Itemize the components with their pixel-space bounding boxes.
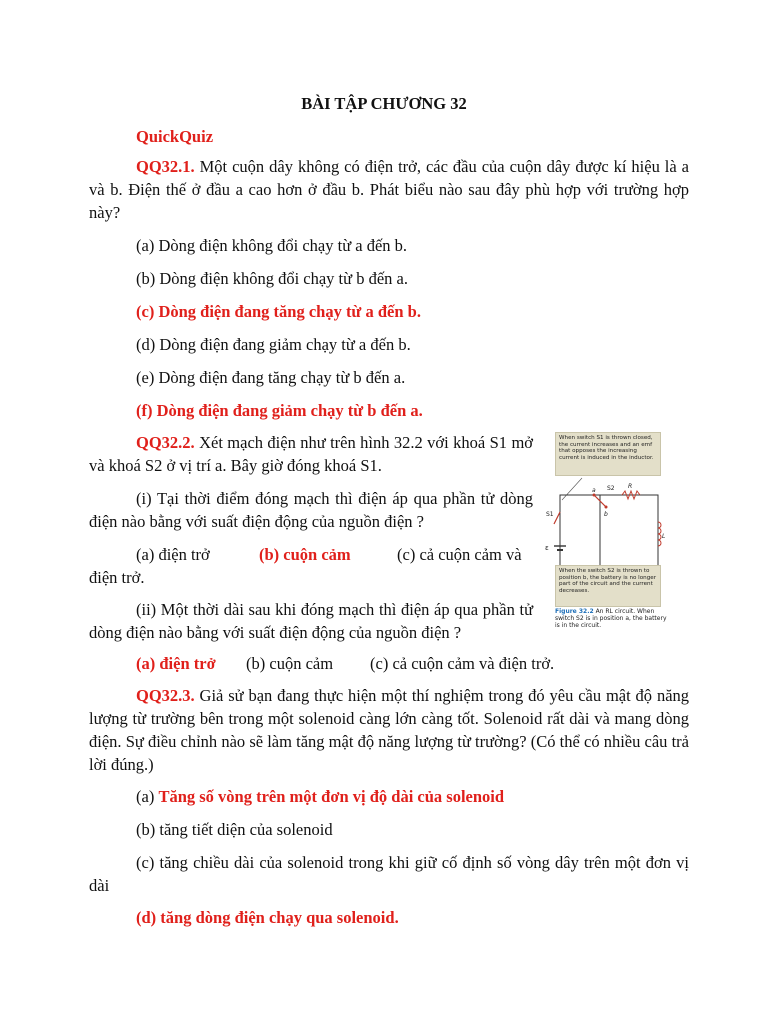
q2-label: QQ32.2. (136, 433, 195, 452)
figure-callout-top: When switch S1 is thrown closed, the current increases and an emf that opposes the increasing current is induced in the inductor. (555, 432, 661, 476)
q3-option-a-prefix: (a) (136, 787, 159, 806)
q2-part1-option-c: (c) cả cuộn cảm và (397, 545, 522, 564)
label-a: a (592, 487, 596, 494)
q1-text-first: Một cuộn dây không có điện trở, các đầu của cuộn dây được kí (194, 157, 627, 176)
page-title: BÀI TẬP CHƯƠNG 32 (301, 94, 467, 113)
q3-text-first: Giả sử bạn đang thực hiện một thí nghiệm trong đó yêu cầu mật độ (194, 686, 653, 705)
q2-text-first: Xét mạch điện như trên hình 32.2 với khoá S1 (194, 433, 508, 452)
q3-option-b: (b) tăng tiết diện của solenoid (136, 820, 333, 839)
q1-option-c-correct: (c) Dòng điện đang tăng chạy từ a đến b. (136, 302, 421, 321)
q2-part1-option-b-correct: (b) cuộn cảm (259, 545, 351, 564)
q3-question (89, 684, 689, 776)
section-heading: QuickQuiz (136, 127, 214, 146)
figure-caption-label: Figure 32.2 (555, 608, 594, 615)
label-l: L (662, 533, 666, 540)
switch-s1-blade (554, 512, 560, 524)
q2-part1 (89, 487, 533, 533)
q2-part2-first: (ii) Một thời dài sau khi đóng mạch thì điện áp qua phần (136, 600, 515, 619)
q1-text-rest: hiệu là a và b. Điện thế ở đầu a cao hơn ở đầu b. Phát biểu nào sau đây phù hợp với trường hợp này? (89, 157, 689, 222)
q2-part1-rest: dòng điện nào bằng với suất điện động của nguồn điện ? (89, 489, 534, 531)
q2-text-rest: mở và khoá S2 ở vị trí a. Bây giờ đóng khoá S1. (89, 433, 534, 475)
switch-s2-contact-b (605, 506, 608, 509)
q1-option-a: (a) Dòng điện không đổi chạy từ a đến b. (136, 236, 408, 255)
q2-part1-option-a: (a) điện trở (136, 545, 210, 564)
q2-part2-option-c: (c) cả cuộn cảm và điện trở. (370, 654, 555, 673)
figure-caption-text: An RL circuit. When switch S2 is in position a, the battery is in the circuit. (555, 608, 667, 629)
q1-option-b: (b) Dòng điện không đổi chạy từ b đến a. (136, 269, 408, 288)
label-s2: S2 (607, 485, 615, 492)
q2-part2 (89, 598, 533, 644)
q1-option-e: (e) Dòng điện đang tăng chạy từ b đến a. (136, 368, 406, 387)
figure-32-2 (540, 430, 665, 640)
q3-option-a-correct: Tăng số vòng trên một đơn vị độ dài của solenoid (158, 787, 505, 806)
q3-option-d-correct: (d) tăng dòng điện chạy qua solenoid. (136, 908, 399, 927)
q2-part2-option-a-correct: (a) điện trở (136, 654, 216, 673)
label-b: b (604, 511, 608, 518)
q2-part2-rest: tử dòng điện nào bằng với suất điện động của nguồn điện ? (89, 600, 534, 642)
q3-option-a (136, 785, 504, 808)
q1-option-d: (d) Dòng điện đang giảm chạy từ a đến b. (136, 335, 411, 354)
label-r: R (628, 483, 633, 490)
q1-label: QQ32.1. (136, 157, 195, 176)
q2-part1-option-c-cont: điện trở. (89, 568, 145, 587)
figure-callout-bottom: When the switch S2 is thrown to position b, the battery is no longer part of the circuit and the current decreases. (555, 565, 661, 607)
label-s1: S1 (546, 511, 554, 518)
label-emf: ε (545, 544, 549, 552)
q3-option-c: (c) tăng chiều dài của solenoid trong khi giữ cố định số vòng dây trên một đơn vị dài (89, 853, 689, 895)
q3-label: QQ32.3. (136, 686, 195, 705)
q1-question (89, 155, 689, 224)
q2-part1-first: (i) Tại thời điểm đóng mạch thì điện áp qua phần tử (136, 489, 495, 508)
q2-part2-option-b: (b) cuộn cảm (246, 654, 334, 673)
figure-caption (555, 608, 667, 629)
q2-question (89, 431, 533, 477)
q1-option-f-correct: (f) Dòng điện đang giảm chạy từ b đến a. (136, 401, 423, 420)
circuit-loop (560, 495, 658, 575)
callout-top-pointer (562, 478, 582, 500)
q3-text-rest: năng lượng từ trường bên trong một solenoid càng lớn càng tốt. Solenoid rất dài và mang dòng điện. Sự điều chỉnh nào sẽ làm tăng mật độ năng lượng từ trường? (Có thể có nhiều câu trả lời đúng.) (89, 686, 690, 774)
